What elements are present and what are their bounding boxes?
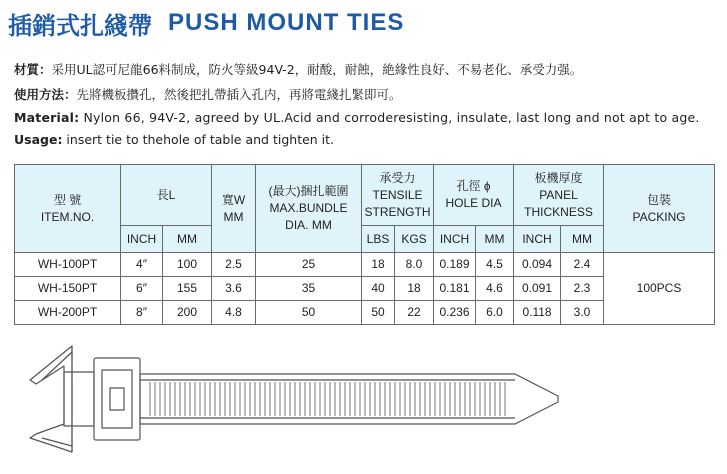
cell-bundle: 35 bbox=[256, 277, 362, 301]
cell-width: 2.5 bbox=[212, 253, 256, 277]
tie-head-slot bbox=[102, 370, 132, 428]
usage-zh-label: 使用方法： bbox=[14, 87, 77, 102]
cell-panel-mm: 3.0 bbox=[561, 301, 604, 325]
cell-len-inch: 8″ bbox=[121, 301, 163, 325]
material-en-label: Material: bbox=[14, 110, 80, 125]
sub-len-mm: MM bbox=[163, 226, 212, 253]
cell-bundle: 25 bbox=[256, 253, 362, 277]
cell-hole-mm: 4.6 bbox=[476, 277, 514, 301]
page-title bbox=[8, 6, 404, 40]
col-length-header: 長L bbox=[121, 165, 212, 226]
cell-lbs: 40 bbox=[362, 277, 395, 301]
cell-lbs: 50 bbox=[362, 301, 395, 325]
col-panel-header: 板機厚度 PANEL THICKNESS bbox=[514, 165, 604, 226]
col-bundle-header: (最大)捆扎範圍 MAX.BUNDLE DIA. MM bbox=[256, 165, 362, 253]
cable-tie-drawing bbox=[10, 340, 570, 460]
material-zh-label: 材質： bbox=[14, 62, 52, 77]
usage-en-text: insert tie to thehole of table and tighten it. bbox=[62, 132, 335, 147]
cell-len-mm: 100 bbox=[163, 253, 212, 277]
cell-kgs: 22 bbox=[395, 301, 434, 325]
material-zh-line bbox=[14, 60, 582, 78]
cell-len-mm: 200 bbox=[163, 301, 212, 325]
cell-len-mm: 155 bbox=[163, 277, 212, 301]
cell-item: WH-150PT bbox=[15, 277, 121, 301]
material-zh-text: 采用UL認可尼龍66料制成，防火等級94V-2，耐酸，耐蝕，絶緣性良好、不易老化、承受力强。 bbox=[51, 62, 583, 77]
sub-panel-inch: INCH bbox=[514, 226, 561, 253]
sub-ten-lbs: LBS bbox=[362, 226, 395, 253]
col-tensile-header: 承受力 TENSILE STRENGTH bbox=[362, 165, 434, 226]
cell-bundle: 50 bbox=[256, 301, 362, 325]
tie-pawl bbox=[110, 388, 124, 410]
cell-hole-inch: 0.189 bbox=[434, 253, 476, 277]
header-row bbox=[15, 165, 715, 226]
cell-panel-inch: 0.094 bbox=[514, 253, 561, 277]
sub-panel-mm: MM bbox=[561, 226, 604, 253]
cell-panel-mm: 2.3 bbox=[561, 277, 604, 301]
cell-hole-inch: 0.236 bbox=[434, 301, 476, 325]
cell-kgs: 8.0 bbox=[395, 253, 434, 277]
table-row bbox=[15, 253, 715, 277]
col-width-header: 寬W MM bbox=[212, 165, 256, 253]
usage-en-label: Usage: bbox=[14, 132, 63, 147]
cell-len-inch: 6″ bbox=[121, 277, 163, 301]
usage-zh-line bbox=[14, 85, 402, 103]
usage-en-line bbox=[14, 132, 334, 147]
spec-table bbox=[14, 164, 715, 325]
sub-hole-mm: MM bbox=[476, 226, 514, 253]
cell-hole-inch: 0.181 bbox=[434, 277, 476, 301]
cell-width: 4.8 bbox=[212, 301, 256, 325]
strap-teeth bbox=[150, 382, 505, 416]
cell-hole-mm: 6.0 bbox=[476, 301, 514, 325]
sub-hole-inch: INCH bbox=[434, 226, 476, 253]
title-zh: 插銷式扎綫帶 bbox=[8, 11, 152, 40]
cell-len-inch: 4″ bbox=[121, 253, 163, 277]
cell-kgs: 18 bbox=[395, 277, 434, 301]
cell-panel-inch: 0.118 bbox=[514, 301, 561, 325]
sub-len-inch: INCH bbox=[121, 226, 163, 253]
material-en-line bbox=[14, 110, 700, 125]
col-item-header: 型 號 ITEM.NO. bbox=[15, 165, 121, 253]
cell-item: WH-100PT bbox=[15, 253, 121, 277]
cell-width: 3.6 bbox=[212, 277, 256, 301]
col-hole-header: 孔徑 ɸ HOLE DIA bbox=[434, 165, 514, 226]
cell-lbs: 18 bbox=[362, 253, 395, 277]
cell-panel-inch: 0.091 bbox=[514, 277, 561, 301]
cell-packing: 100PCS bbox=[604, 253, 715, 325]
usage-zh-text: 先將機板攢孔，然後把扎帶插入孔内，再將電綫扎緊即可。 bbox=[76, 87, 402, 102]
col-packing-header: 包裝 PACKING bbox=[604, 165, 715, 253]
material-en-text: Nylon 66, 94V-2, agreed by UL.Acid and corroderesisting, insulate, last long and not apt to age. bbox=[79, 110, 700, 125]
anchor-neck bbox=[64, 372, 94, 426]
cell-hole-mm: 4.5 bbox=[476, 253, 514, 277]
cell-panel-mm: 2.4 bbox=[561, 253, 604, 277]
cell-item: WH-200PT bbox=[15, 301, 121, 325]
title-en: PUSH MOUNT TIES bbox=[168, 9, 405, 36]
anchor-wing-shape bbox=[30, 346, 72, 452]
sub-ten-kgs: KGS bbox=[395, 226, 434, 253]
